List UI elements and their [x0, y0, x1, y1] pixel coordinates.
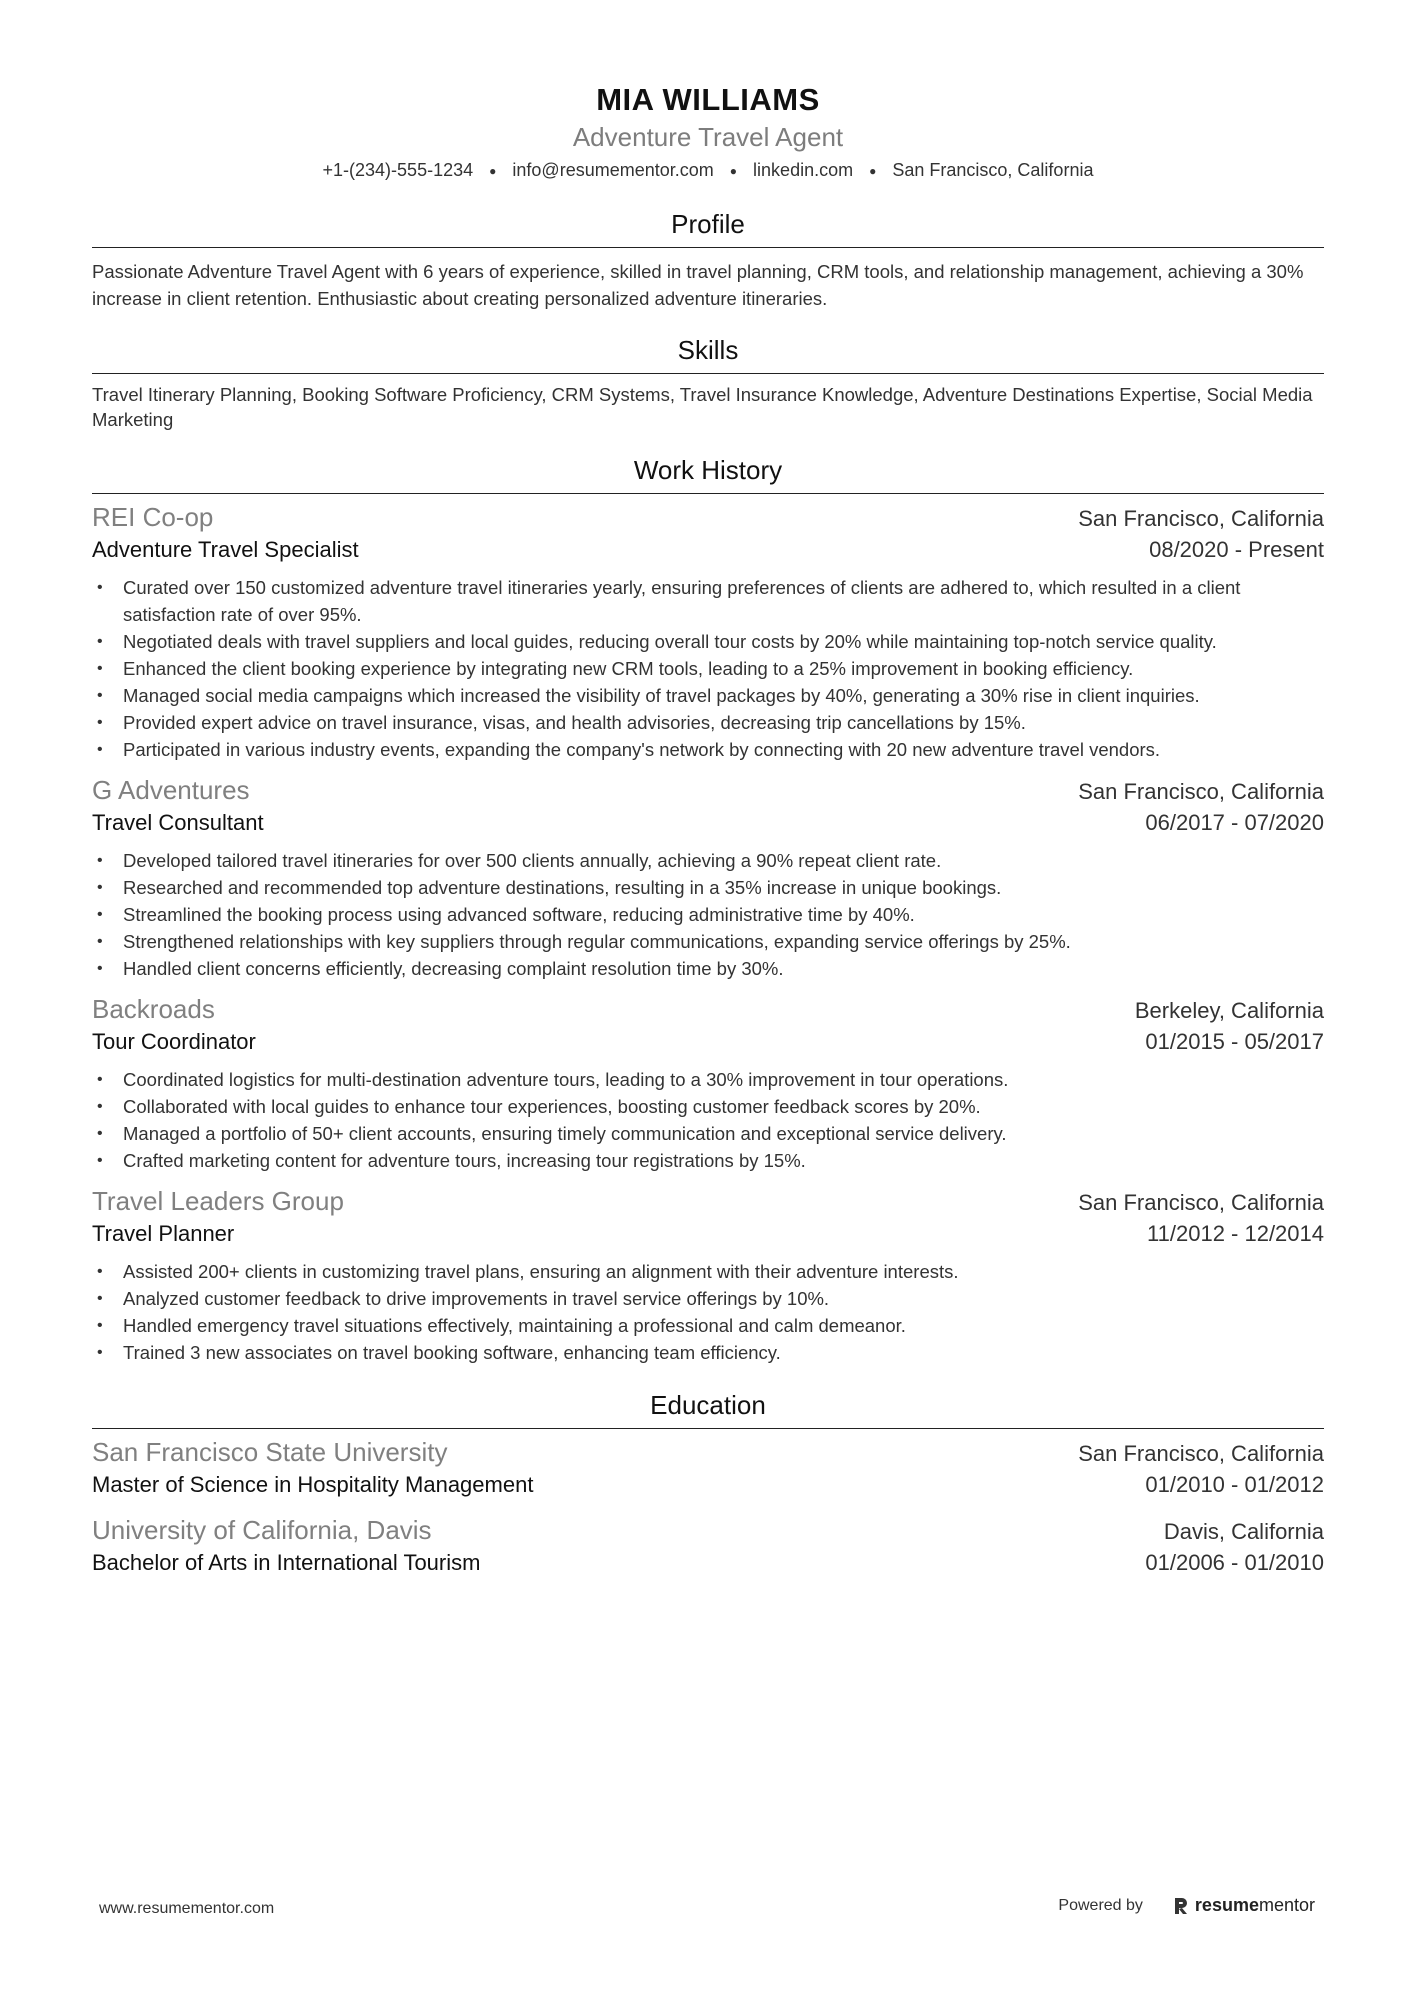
- bullet-text: Enhanced the client booking experience by integrating new CRM tools, leading to a 25% improvement in booking efficiency.: [123, 658, 1134, 680]
- profile-section: [92, 207, 1324, 312]
- list-item: [92, 709, 1324, 736]
- list-item: [92, 628, 1324, 655]
- bullet-text: Crafted marketing content for adventure tours, increasing tour registrations by 15%.: [123, 1150, 806, 1172]
- job-role: Travel Planner: [92, 1221, 235, 1247]
- bullet-text: Provided expert advice on travel insurance, visas, and health advisories, decreasing trip cancellations by 15%.: [123, 712, 1026, 734]
- school-name: University of California, Davis: [92, 1515, 432, 1546]
- job-entry: [92, 773, 1324, 982]
- bullet-icon: •: [97, 1071, 103, 1089]
- bullet-text: Coordinated logistics for multi-destination adventure tours, leading to a 30% improvement in tour operations.: [123, 1069, 1009, 1091]
- bullet-separator-icon: ●: [489, 164, 497, 179]
- education-header-row: [92, 1435, 1324, 1469]
- job-dates: 06/2017 - 07/2020: [1145, 810, 1324, 836]
- education-degree-row: [92, 1469, 1324, 1501]
- brand-text-light: mentor: [1258, 1895, 1315, 1915]
- section-divider: [92, 373, 1324, 374]
- list-item: [92, 1093, 1324, 1120]
- bullet-text: Managed a portfolio of 50+ client accounts, ensuring timely communication and exceptional service delivery.: [123, 1123, 1007, 1145]
- education-header-row: [92, 1513, 1324, 1547]
- candidate-title: Adventure Travel Agent: [572, 122, 844, 152]
- list-item: [92, 574, 1324, 628]
- bullet-icon: •: [97, 633, 103, 651]
- job-dates: 01/2015 - 05/2017: [1145, 1029, 1324, 1055]
- section-heading-education: Education: [650, 1390, 766, 1421]
- list-item: [92, 1339, 1324, 1366]
- bullet-icon: •: [97, 906, 103, 924]
- job-company: G Adventures: [92, 775, 250, 806]
- section-divider: [92, 493, 1324, 494]
- job-bullets: [92, 847, 1324, 982]
- bullet-icon: •: [97, 660, 103, 678]
- job-entry: [92, 992, 1324, 1174]
- job-company: Backroads: [92, 994, 215, 1025]
- list-item: [92, 874, 1324, 901]
- bullet-text: Developed tailored travel itineraries for over 500 clients annually, achieving a 90% repeat client rate.: [123, 850, 942, 872]
- list-item: [92, 928, 1324, 955]
- job-dates: 08/2020 - Present: [1149, 537, 1324, 563]
- bullet-icon: •: [97, 1125, 103, 1143]
- bullet-separator-icon: ●: [729, 164, 738, 179]
- job-role: Tour Coordinator: [92, 1029, 256, 1055]
- bullet-separator-icon: ●: [869, 164, 877, 179]
- bullet-text: Participated in various industry events, expanding the company's network by connecting with 20 new adventure travel vendors.: [123, 739, 1161, 761]
- list-item: [92, 736, 1324, 763]
- bullet-icon: •: [97, 1344, 103, 1362]
- job-role: Adventure Travel Specialist: [92, 537, 359, 563]
- job-company: REI Co-op: [92, 502, 214, 533]
- bullet-icon: •: [97, 741, 103, 759]
- bullet-text: Handled client concerns efficiently, decreasing complaint resolution time by 30%.: [123, 958, 784, 980]
- list-item: [92, 655, 1324, 682]
- skills-section: [92, 333, 1324, 432]
- contact-line: [92, 156, 1324, 185]
- job-location: San Francisco, California: [1078, 506, 1324, 532]
- job-location: Berkeley, California: [1134, 998, 1324, 1024]
- school-location: San Francisco, California: [1078, 1441, 1324, 1467]
- bullet-icon: •: [97, 687, 103, 705]
- list-item: [92, 1312, 1324, 1339]
- skills-text: Travel Itinerary Planning, Booking Software Proficiency, CRM Systems, Travel Insurance Knowledge, Adventure Destinations Expertise, Social Media Marketing: [92, 384, 1313, 431]
- bullet-text: Analyzed customer feedback to drive improvements in travel service offerings by 10%.: [123, 1288, 830, 1310]
- degree: Master of Science in Hospitality Management: [92, 1472, 534, 1498]
- job-role-row: [92, 1218, 1324, 1250]
- education-dates: 01/2010 - 01/2012: [1145, 1472, 1324, 1498]
- job-location: San Francisco, California: [1078, 779, 1324, 805]
- job-company: Travel Leaders Group: [92, 1186, 344, 1217]
- work-history-section: [92, 453, 1324, 1366]
- list-item: [92, 901, 1324, 928]
- bullet-text: Handled emergency travel situations effectively, maintaining a professional and calm demeanor.: [123, 1315, 906, 1337]
- job-role-row: [92, 807, 1324, 839]
- powered-by-label: Powered by: [1058, 1896, 1143, 1914]
- bullet-icon: •: [97, 714, 103, 732]
- contact-location: San Francisco, California: [892, 160, 1094, 180]
- job-dates: 11/2012 - 12/2014: [1147, 1221, 1324, 1247]
- list-item: [92, 847, 1324, 874]
- bullet-icon: •: [97, 1152, 103, 1170]
- education-entry: [92, 1513, 1324, 1579]
- list-item: [92, 1285, 1324, 1312]
- job-bullets: [92, 1258, 1324, 1366]
- candidate-name: MIA WILLIAMS: [596, 82, 820, 117]
- job-header-row: [92, 992, 1324, 1026]
- job-role-row: [92, 1026, 1324, 1058]
- bullet-text: Collaborated with local guides to enhance tour experiences, boosting customer feedback scores by 20%.: [123, 1096, 981, 1118]
- job-location: San Francisco, California: [1078, 1190, 1324, 1216]
- school-location: Davis, California: [1163, 1519, 1324, 1545]
- list-item: [92, 1147, 1324, 1174]
- bullet-text: Managed social media campaigns which increased the visibility of travel packages by 40%, generating a 30% rise in client inquiries.: [123, 685, 1200, 707]
- section-divider: [92, 247, 1324, 248]
- resumementor-logo[interactable]: [1173, 1895, 1315, 1916]
- bullet-icon: •: [97, 960, 103, 978]
- resume-header: [92, 80, 1324, 185]
- list-item: [92, 1120, 1324, 1147]
- degree: Bachelor of Arts in International Tourism: [92, 1550, 481, 1576]
- education-entry: [92, 1435, 1324, 1501]
- job-role: Travel Consultant: [92, 810, 264, 836]
- list-item: [92, 1066, 1324, 1093]
- bullet-text: Curated over 150 customized adventure travel itineraries yearly, ensuring preferences of clients are adhered to, which resulted in a client satisfaction rate of over 95%.: [123, 577, 1241, 626]
- section-heading-work-history: Work History: [633, 455, 783, 486]
- profile-text: Passionate Adventure Travel Agent with 6 years of experience, skilled in travel planning, CRM tools, and relationship management, achieving a 30% increase in client retention. Enthusiastic about creating personalized adventure itineraries.: [92, 261, 1304, 310]
- education-section: [92, 1388, 1324, 1579]
- section-divider: [92, 1428, 1324, 1429]
- contact-email[interactable]: info@resumementor.com: [512, 160, 714, 180]
- contact-linkedin[interactable]: linkedin.com: [753, 160, 854, 180]
- job-role-row: [92, 534, 1324, 566]
- list-item: [92, 955, 1324, 982]
- bullet-icon: •: [97, 579, 103, 597]
- job-bullets: [92, 574, 1324, 763]
- education-dates: 01/2006 - 01/2010: [1145, 1550, 1324, 1576]
- bullet-icon: •: [97, 1317, 103, 1335]
- resumementor-logo-icon: [1173, 1896, 1189, 1916]
- bullet-icon: •: [97, 1263, 103, 1281]
- bullet-text: Assisted 200+ clients in customizing travel plans, ensuring an alignment with their adventure interests.: [123, 1261, 959, 1283]
- bullet-icon: •: [97, 879, 103, 897]
- bullet-text: Negotiated deals with travel suppliers and local guides, reducing overall tour costs by 20% while maintaining top-notch service quality.: [123, 631, 1217, 653]
- footer-powered-by: [1058, 1895, 1315, 1916]
- bullet-text: Researched and recommended top adventure destinations, resulting in a 35% increase in unique bookings.: [123, 877, 1002, 899]
- footer-website[interactable]: www.resumementor.com: [99, 1900, 275, 1917]
- list-item: [92, 1258, 1324, 1285]
- bullet-icon: •: [97, 933, 103, 951]
- bullet-icon: •: [97, 1290, 103, 1308]
- school-name: San Francisco State University: [92, 1437, 448, 1468]
- job-header-row: [92, 773, 1324, 807]
- resume-page: [92, 80, 1324, 1579]
- contact-phone: +1-(234)-555-1234: [322, 160, 474, 180]
- section-heading-profile: Profile: [671, 209, 745, 240]
- job-header-row: [92, 1184, 1324, 1218]
- bullet-icon: •: [97, 852, 103, 870]
- section-heading-skills: Skills: [677, 335, 739, 366]
- job-bullets: [92, 1066, 1324, 1174]
- bullet-icon: •: [97, 1098, 103, 1116]
- brand-text-bold: resume: [1194, 1895, 1259, 1915]
- job-entry: [92, 500, 1324, 763]
- job-entry: [92, 1184, 1324, 1366]
- job-header-row: [92, 500, 1324, 534]
- bullet-text: Streamlined the booking process using advanced software, reducing administrative time by 40%.: [123, 904, 915, 926]
- education-degree-row: [92, 1547, 1324, 1579]
- bullet-text: Strengthened relationships with key suppliers through regular communications, expanding service offerings by 25%.: [123, 931, 1071, 953]
- bullet-text: Trained 3 new associates on travel booking software, enhancing team efficiency.: [123, 1342, 781, 1364]
- list-item: [92, 682, 1324, 709]
